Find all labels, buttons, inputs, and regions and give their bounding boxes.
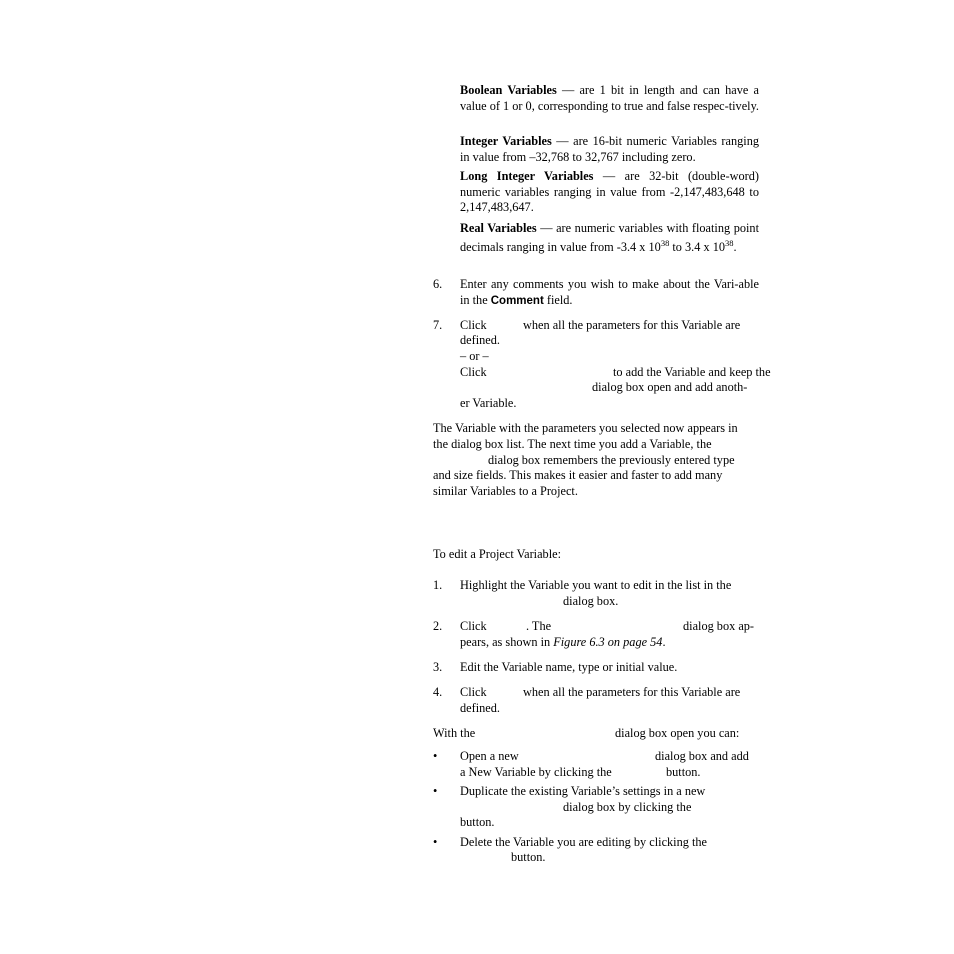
bullet-icon: • bbox=[433, 784, 438, 798]
long-integer-variables-def bbox=[460, 169, 759, 216]
step-number: 1. bbox=[433, 578, 443, 592]
text: pears, as shown in bbox=[460, 635, 554, 649]
desc: — are 1 bit in length and can have a value of 1 or 0, corresponding to true and false respec-tively. bbox=[460, 83, 760, 113]
figure-reference[interactable]: Figure 6.3 on page 54 bbox=[553, 635, 663, 649]
desc: . bbox=[733, 239, 737, 254]
bullet-icon: • bbox=[433, 835, 438, 849]
step-number: 7. bbox=[433, 318, 443, 332]
text: field. bbox=[543, 292, 573, 307]
paragraph-line: dialog box remembers the previously entered type bbox=[488, 453, 735, 467]
click-word: Click bbox=[460, 365, 487, 379]
desc: to 3.4 x 10 bbox=[669, 239, 725, 254]
text: . bbox=[662, 635, 666, 649]
step-7-text: when all the parameters for this Variable are bbox=[523, 318, 741, 332]
bullet-text: button. bbox=[460, 815, 495, 829]
paragraph-line: The Variable with the parameters you selected now appears in bbox=[433, 421, 738, 435]
edit-step-2-text bbox=[460, 635, 666, 651]
paragraph-line: the dialog box list. The next time you add a Variable, the bbox=[433, 437, 712, 451]
term: Long Integer Variables bbox=[460, 169, 594, 183]
step-6-text bbox=[460, 277, 759, 309]
step-number: 6. bbox=[433, 277, 443, 291]
bullet-text: dialog box and add bbox=[655, 749, 749, 763]
step-7-text: to add the Variable and keep the bbox=[613, 365, 771, 379]
edit-step-1-text: Highlight the Variable you want to edit in the list in the bbox=[460, 578, 732, 592]
bullet-text: button. bbox=[511, 850, 546, 864]
bullet-text: Open a new bbox=[460, 749, 519, 763]
step-7-text: dialog box open and add anoth- bbox=[592, 380, 748, 394]
integer-variables-def bbox=[460, 134, 759, 165]
with-line: dialog box open you can: bbox=[615, 726, 740, 740]
term: Boolean Variables bbox=[460, 83, 557, 97]
bullet-icon: • bbox=[433, 749, 438, 763]
bullet-text: Duplicate the existing Variable’s settings in a new bbox=[460, 784, 706, 798]
term: Integer Variables bbox=[460, 134, 552, 148]
with-line: With the bbox=[433, 726, 476, 740]
edit-step-4-text: when all the parameters for this Variable are bbox=[523, 685, 741, 699]
step-7-text: defined. bbox=[460, 333, 500, 347]
exponent: 38 bbox=[660, 237, 670, 248]
desc: — are 32-bit (double-word) numeric variables ranging in value from -2,147,483,648 to 2,147,483,647. bbox=[460, 169, 759, 215]
text: Enter any comments you wish to make about the Vari-able in the bbox=[460, 277, 759, 307]
bullet-text: dialog box by clicking the bbox=[563, 800, 692, 814]
step-number: 4. bbox=[433, 685, 443, 699]
bullet-text: button. bbox=[666, 765, 701, 779]
step-number: 3. bbox=[433, 660, 443, 674]
or-separator: – or – bbox=[460, 349, 489, 363]
click-word: Click bbox=[460, 619, 487, 633]
paragraph-line: and size fields. This makes it easier and faster to add many bbox=[433, 468, 723, 482]
edit-step-4-text: defined. bbox=[460, 701, 500, 715]
desc: — are numeric variables with floating point decimals ranging in value from -3.4 x 10 bbox=[460, 221, 759, 254]
exponent: 38 bbox=[725, 237, 734, 248]
edit-step-3-text: Edit the Variable name, type or initial value. bbox=[460, 660, 678, 674]
step-7-text: er Variable. bbox=[460, 396, 517, 410]
edit-step-1-text: dialog box. bbox=[563, 594, 619, 608]
real-variables-def bbox=[460, 219, 759, 256]
edit-step-2-text: dialog box ap- bbox=[683, 619, 755, 633]
bullet-text: a New Variable by clicking the bbox=[460, 765, 612, 779]
comment-field-name: Comment bbox=[490, 294, 544, 307]
boolean-variables-def bbox=[460, 83, 759, 114]
click-word: Click bbox=[460, 685, 487, 699]
term: Real Variables bbox=[460, 221, 537, 235]
paragraph-line: similar Variables to a Project. bbox=[433, 484, 578, 498]
edit-intro: To edit a Project Variable: bbox=[433, 547, 561, 561]
click-word: Click bbox=[460, 318, 487, 332]
edit-step-2-text: . The bbox=[526, 619, 552, 633]
step-number: 2. bbox=[433, 619, 443, 633]
bullet-text: Delete the Variable you are editing by clicking the bbox=[460, 835, 707, 849]
desc: — are 16-bit numeric Variables ranging in value from –32,768 to 32,767 including zero. bbox=[460, 134, 759, 164]
